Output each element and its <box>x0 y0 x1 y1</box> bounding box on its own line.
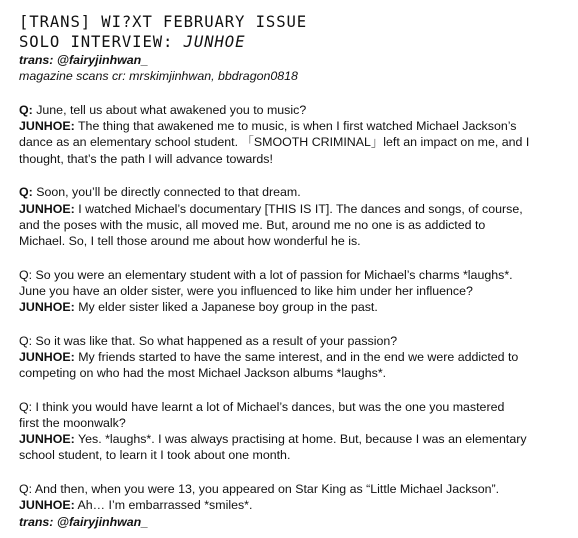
interviewee-name: JUNHOE <box>183 33 246 51</box>
answer-line <box>19 201 574 217</box>
answer-line: thought, that’s the path I will advance towards! <box>19 151 273 166</box>
answer-text: My elder sister liked a Japanese boy group in the past. <box>74 300 378 315</box>
answer-label: JUNHOE: <box>19 119 75 134</box>
interview-title-prefix: SOLO INTERVIEW: <box>19 33 184 51</box>
answer-line: dance as an elementary school student. 「SMOOTH CRIMINAL」left an impact on me, and I <box>19 135 530 150</box>
answer-line <box>19 431 574 447</box>
qa-block <box>19 184 574 249</box>
question-line <box>19 184 574 200</box>
answer-text: My friends started to have the same interest, and in the end we were addicted to <box>74 349 519 364</box>
answer-label: JUNHOE: <box>19 498 75 513</box>
issue-title: [TRANS] WI?XT FEBRUARY ISSUE <box>19 13 308 31</box>
answer-line <box>19 299 574 315</box>
footer-translator-credit: trans: @fairyjinhwan_ <box>19 514 149 529</box>
qa-block <box>19 102 574 167</box>
qa-block <box>19 333 574 382</box>
interview-title <box>19 32 574 52</box>
answer-line <box>19 497 574 513</box>
question-line: Q: So you were an elementary student with a lot of passion for Michael’s charms *laughs*. <box>19 267 513 282</box>
answer-line: and the poses with the music, all moved me. But, around me no one is as addicted to <box>19 217 486 232</box>
answer-text: Yes. *laughs*. I was always practising at home. But, because I was an elementary <box>74 432 527 447</box>
question-line: Q: So it was like that. So what happened as a result of your passion? <box>19 333 398 348</box>
answer-line <box>19 349 574 365</box>
answer-label: JUNHOE: <box>19 300 75 315</box>
question-line: first the moonwalk? <box>19 416 126 431</box>
question-line <box>19 102 574 118</box>
answer-text: The thing that awakened me to music, is when I first watched Michael Jackson’s <box>74 119 517 134</box>
answer-label: JUNHOE: <box>19 349 75 364</box>
question-text: June, tell us about what awakened you to music? <box>32 103 307 117</box>
question-line: June you have an older sister, were you influenced to like him under her influence? <box>19 283 473 298</box>
answer-text: I watched Michael’s documentary [THIS IS IT]. The dances and songs, of course, <box>74 201 523 216</box>
question-label: Q: <box>19 185 33 200</box>
answer-label: JUNHOE: <box>19 432 75 447</box>
translator-credit: trans: @fairyjinhwan_ <box>19 53 149 67</box>
qa-block <box>19 481 574 530</box>
qa-block <box>19 399 574 464</box>
answer-line: Michael. So, I tell those around me about how wonderful he is. <box>19 233 361 248</box>
question-line: Q: I think you would have learnt a lot of Michael’s dances, but was the one you mastered <box>19 399 505 414</box>
answer-line: school student, to learn it I took about one month. <box>19 448 291 463</box>
interview-document <box>19 12 574 530</box>
answer-line <box>19 118 574 134</box>
scans-credit: magazine scans cr: mrskimjinhwan, bbdragon0818 <box>19 69 298 83</box>
answer-line: competing on who had the most Michael Jackson albums *laughs*. <box>19 366 387 381</box>
question-text: Soon, you’ll be directly connected to that dream. <box>32 185 301 200</box>
question-label: Q: <box>19 103 33 117</box>
qa-block <box>19 267 574 316</box>
document-header <box>19 12 574 84</box>
question-line: Q: And then, when you were 13, you appeared on Star King as “Little Michael Jackson”. <box>19 482 500 497</box>
answer-label: JUNHOE: <box>19 201 75 216</box>
answer-text: Ah… I’m embarrassed *smiles*. <box>74 498 253 513</box>
